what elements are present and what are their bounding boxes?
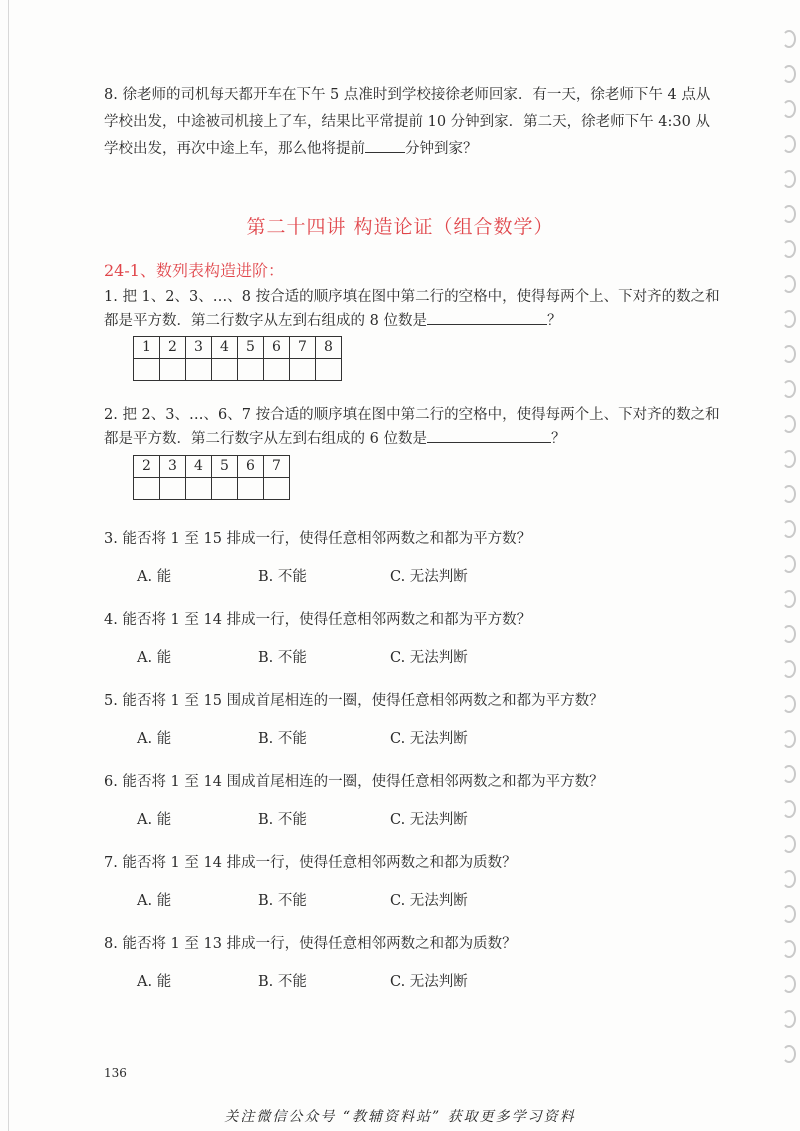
question-text-end: ？ (550, 431, 566, 447)
question-number: 2. (104, 407, 118, 423)
choice-question (104, 608, 724, 632)
option-b[interactable]: B. 不能 (258, 812, 307, 828)
grid-top-cell: 7 (290, 337, 316, 359)
binding-ring (782, 975, 796, 993)
choice-question (104, 770, 724, 794)
question-text: 能否将 1 至 15 排成一行，使得任意相邻两数之和都为平方数？ (122, 531, 532, 547)
binding-ring (782, 170, 796, 188)
binding-ring (782, 345, 796, 363)
grid-top-cell: 3 (160, 456, 186, 478)
binding-ring (782, 835, 796, 853)
binding-ring (782, 520, 796, 538)
option-b[interactable]: B. 不能 (258, 974, 307, 990)
question-text: 能否将 1 至 14 排成一行，使得任意相邻两数之和都为质数？ (122, 855, 517, 871)
answer-blank[interactable] (427, 310, 547, 325)
question-text: 能否将 1 至 14 围成首尾相连的一圈，使得任意相邻两数之和都为平方数？ (122, 774, 604, 790)
option-c[interactable]: C. 无法判断 (390, 974, 468, 990)
binding-rings (776, 30, 800, 1091)
grid-answer-cell[interactable] (160, 478, 186, 500)
binding-ring (782, 65, 796, 83)
chapter-title: 第二十四讲 构造论证（组合数学） (246, 216, 554, 238)
question-text: 徐老师的司机每天都开车在下午 5 点准时到学校接徐老师回家．有一天，徐老师下午 4 点从学校出发，中途被司机接上了车，结果比平常提前 10 分钟到家．第二天，徐老师下午 4:30 从学校出发，再次中途上车，那么他将提前 (104, 87, 711, 157)
grid-top-cell: 8 (316, 337, 342, 359)
grid-top-cell: 5 (212, 456, 238, 478)
option-a[interactable]: A. 能 (137, 731, 172, 747)
binding-ring (782, 30, 796, 48)
choice-question (104, 689, 724, 713)
binding-ring (782, 695, 796, 713)
binding-ring (782, 870, 796, 888)
page-number: 136 (104, 1066, 127, 1080)
grid-top-cell: 2 (160, 337, 186, 359)
grid-answer-cell[interactable] (160, 359, 186, 381)
binding-ring (782, 1045, 796, 1063)
number-grid-1 (133, 336, 342, 381)
binding-ring (782, 1010, 796, 1028)
option-a[interactable]: A. 能 (137, 569, 172, 585)
grid-answer-cell[interactable] (186, 359, 212, 381)
binding-ring (782, 485, 796, 503)
question-number: 8. (104, 936, 118, 952)
question-text: 能否将 1 至 14 排成一行，使得任意相邻两数之和都为平方数？ (122, 612, 532, 628)
choice-question (104, 851, 724, 875)
binding-ring (782, 800, 796, 818)
question-number: 3. (104, 531, 118, 547)
section-title: 24-1、数列表构造进阶： (104, 261, 284, 280)
grid-top-cell: 7 (264, 456, 290, 478)
grid-top-cell: 6 (264, 337, 290, 359)
grid-top-cell: 2 (134, 456, 160, 478)
choice-question (104, 932, 724, 956)
grid-answer-cell[interactable] (264, 359, 290, 381)
grid-answer-cell[interactable] (264, 478, 290, 500)
question-text: 把 2、3、…、6、7 按合适的顺序填在图中第二行的空格中，使得每两个上、下对齐的数之和都是平方数．第二行数字从左到右组成的 6 位数是 (104, 407, 720, 447)
binding-ring (782, 135, 796, 153)
question-text: 能否将 1 至 15 围成首尾相连的一圈，使得任意相邻两数之和都为平方数？ (122, 693, 604, 709)
binding-ring (782, 660, 796, 678)
answer-blank[interactable] (427, 428, 551, 443)
option-b[interactable]: B. 不能 (258, 650, 307, 666)
binding-ring (782, 275, 796, 293)
question-number: 5. (104, 693, 118, 709)
question-text: 把 1、2、3、…、8 按合适的顺序填在图中第二行的空格中，使得每两个上、下对齐的数之和都是平方数．第二行数字从左到右组成的 8 位数是 (104, 289, 720, 329)
binding-ring (782, 625, 796, 643)
number-grid-2 (133, 455, 290, 500)
binding-ring (782, 310, 796, 328)
option-b[interactable]: B. 不能 (258, 569, 307, 585)
binding-ring (782, 415, 796, 433)
option-c[interactable]: C. 无法判断 (390, 569, 468, 585)
question-text: 能否将 1 至 13 排成一行，使得任意相邻两数之和都为质数？ (122, 936, 517, 952)
grid-answer-cell[interactable] (238, 478, 264, 500)
footer-note: 关注微信公众号 “教辅资料站” 获取更多学习资料 (224, 1109, 576, 1125)
page-edge (8, 0, 9, 1131)
option-b[interactable]: B. 不能 (258, 893, 307, 909)
grid-answer-cell[interactable] (212, 359, 238, 381)
grid-top-cell: 4 (186, 456, 212, 478)
binding-ring (782, 380, 796, 398)
question-text-end: 分钟到家？ (405, 141, 478, 157)
option-a[interactable]: A. 能 (137, 893, 172, 909)
option-a[interactable]: A. 能 (137, 812, 172, 828)
grid-top-cell: 1 (134, 337, 160, 359)
binding-ring (782, 940, 796, 958)
grid-answer-cell[interactable] (212, 478, 238, 500)
grid-top-cell: 5 (238, 337, 264, 359)
option-c[interactable]: C. 无法判断 (390, 893, 468, 909)
grid-answer-cell[interactable] (316, 359, 342, 381)
grid-top-cell: 3 (186, 337, 212, 359)
grid-answer-cell[interactable] (186, 478, 212, 500)
grid-answer-cell[interactable] (290, 359, 316, 381)
choice-question (104, 527, 724, 551)
question-text-end: ？ (546, 313, 562, 329)
option-a[interactable]: A. 能 (137, 974, 172, 990)
question-number: 8. (104, 87, 118, 103)
binding-ring (782, 450, 796, 468)
option-a[interactable]: A. 能 (137, 650, 172, 666)
option-c[interactable]: C. 无法判断 (390, 812, 468, 828)
grid-answer-cell[interactable] (238, 359, 264, 381)
binding-ring (782, 240, 796, 258)
question-2 (104, 403, 724, 451)
binding-ring (782, 765, 796, 783)
question-8-previous (104, 82, 724, 163)
question-number: 4. (104, 612, 118, 628)
question-1 (104, 285, 724, 333)
grid-top-cell: 4 (212, 337, 238, 359)
grid-top-cell: 6 (238, 456, 264, 478)
grid-answer-cell[interactable] (134, 359, 160, 381)
option-b[interactable]: B. 不能 (258, 731, 307, 747)
binding-ring (782, 100, 796, 118)
option-c[interactable]: C. 无法判断 (390, 731, 468, 747)
binding-ring (782, 905, 796, 923)
question-number: 1. (104, 289, 118, 305)
answer-blank[interactable] (365, 138, 405, 153)
binding-ring (782, 555, 796, 573)
grid-answer-cell[interactable] (134, 478, 160, 500)
question-number: 7. (104, 855, 118, 871)
option-c[interactable]: C. 无法判断 (390, 650, 468, 666)
question-number: 6. (104, 774, 118, 790)
binding-ring (782, 730, 796, 748)
binding-ring (782, 590, 796, 608)
